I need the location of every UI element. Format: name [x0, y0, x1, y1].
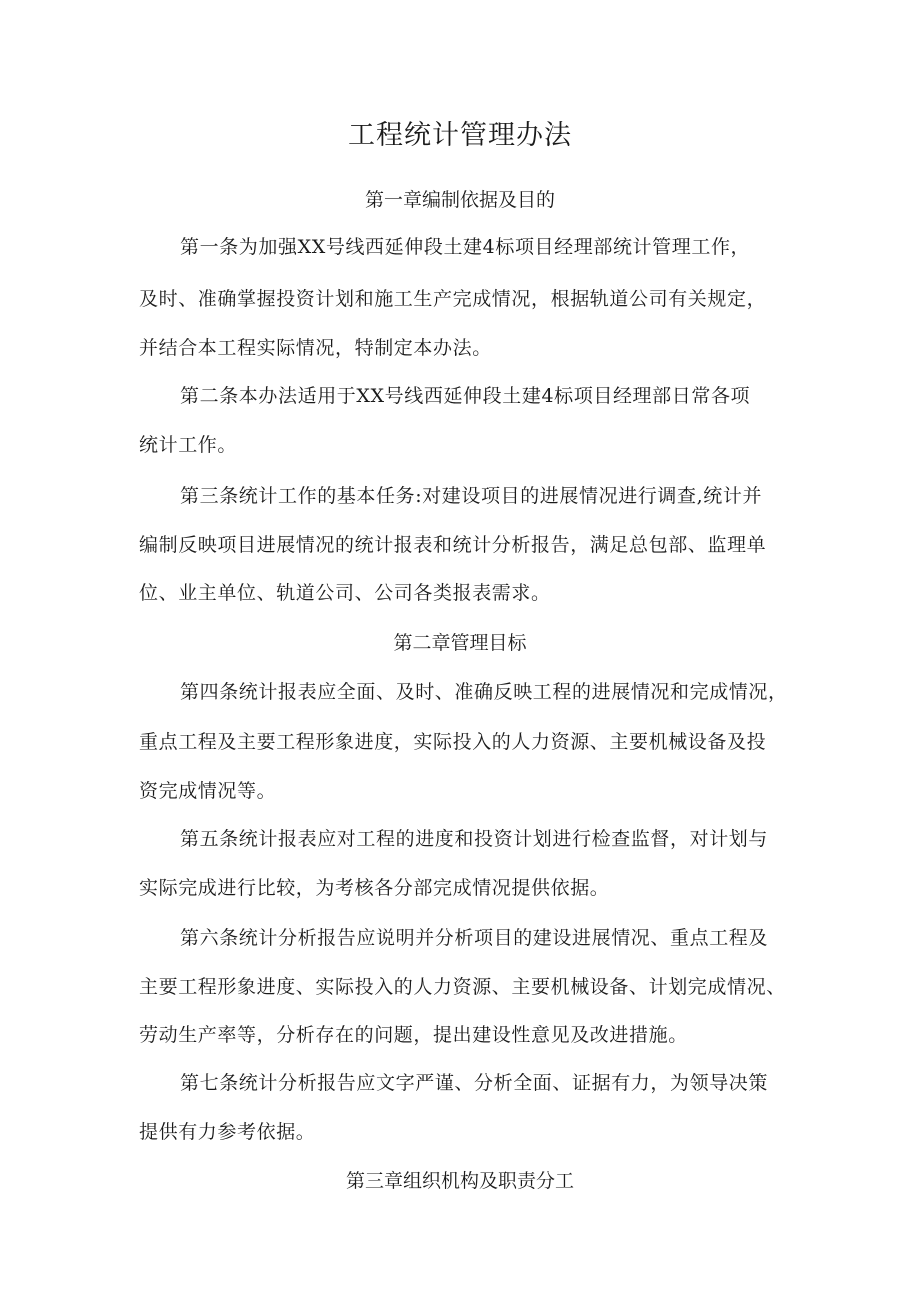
article-6-line-2: 主要工程形象进度、实际投入的人力资源、主要机械设备、计划完成情况、 — [139, 976, 786, 998]
chapter-3-heading: 第三章组织机构及职责分工 — [345, 1170, 574, 1192]
article-6-line-1: 第六条统计分析报告应说明并分析项目的建设进展情况、重点工程及 — [180, 927, 769, 949]
article-2-line-2: 统计工作。 — [139, 434, 238, 456]
article-5-line-2: 实际完成进行比较，为考核各分部完成情况提供依据。 — [139, 877, 610, 899]
document-title: 工程统计管理办法 — [348, 120, 572, 151]
article-4-line-1: 第四条统计报表应全面、及时、准确反映工程的进展情况和完成情况， — [180, 681, 788, 703]
article-1-line-1: 第一条为加强XX号线西延伸段土建4标项目经理部统计管理工作， — [180, 236, 751, 258]
chapter-2-heading: 第二章管理目标 — [393, 632, 527, 654]
article-1-line-3: 并结合本工程实际情况，特制定本办法。 — [139, 337, 492, 359]
article-1-line-2: 及时、准确掌握投资计划和施工生产完成情况，根据轨道公司有关规定， — [139, 288, 767, 310]
article-4-line-2: 重点工程及主要工程形象进度，实际投入的人力资源、主要机械设备及投 — [139, 731, 767, 753]
article-5-line-1: 第五条统计报表应对工程的进度和投资计划进行检查监督，对计划与 — [180, 828, 769, 850]
article-3-line-3: 位、业主单位、轨道公司、公司各类报表需求。 — [139, 582, 551, 604]
article-7-line-2: 提供有力参考依据。 — [139, 1121, 316, 1143]
article-2-line-1: 第二条本办法适用于XX号线西延伸段土建4标项目经理部日常各项 — [180, 385, 751, 407]
article-6-line-3: 劳动生产率等，分析存在的问题，提出建设性意见及改进措施。 — [139, 1024, 688, 1046]
article-7-line-1: 第七条统计分析报告应文字严谨、分析全面、证据有力，为领导决策 — [180, 1072, 769, 1094]
chapter-1-heading: 第一章编制依据及目的 — [364, 189, 555, 211]
article-4-line-3: 资完成情况等。 — [139, 780, 277, 802]
article-3-line-2: 编制反映项目进展情况的统计报表和统计分析报告，满足总包部、监理单 — [139, 534, 767, 556]
article-3-line-1: 第三条统计工作的基本任务:对建设项目的进展情况进行调查,统计并 — [180, 485, 763, 507]
